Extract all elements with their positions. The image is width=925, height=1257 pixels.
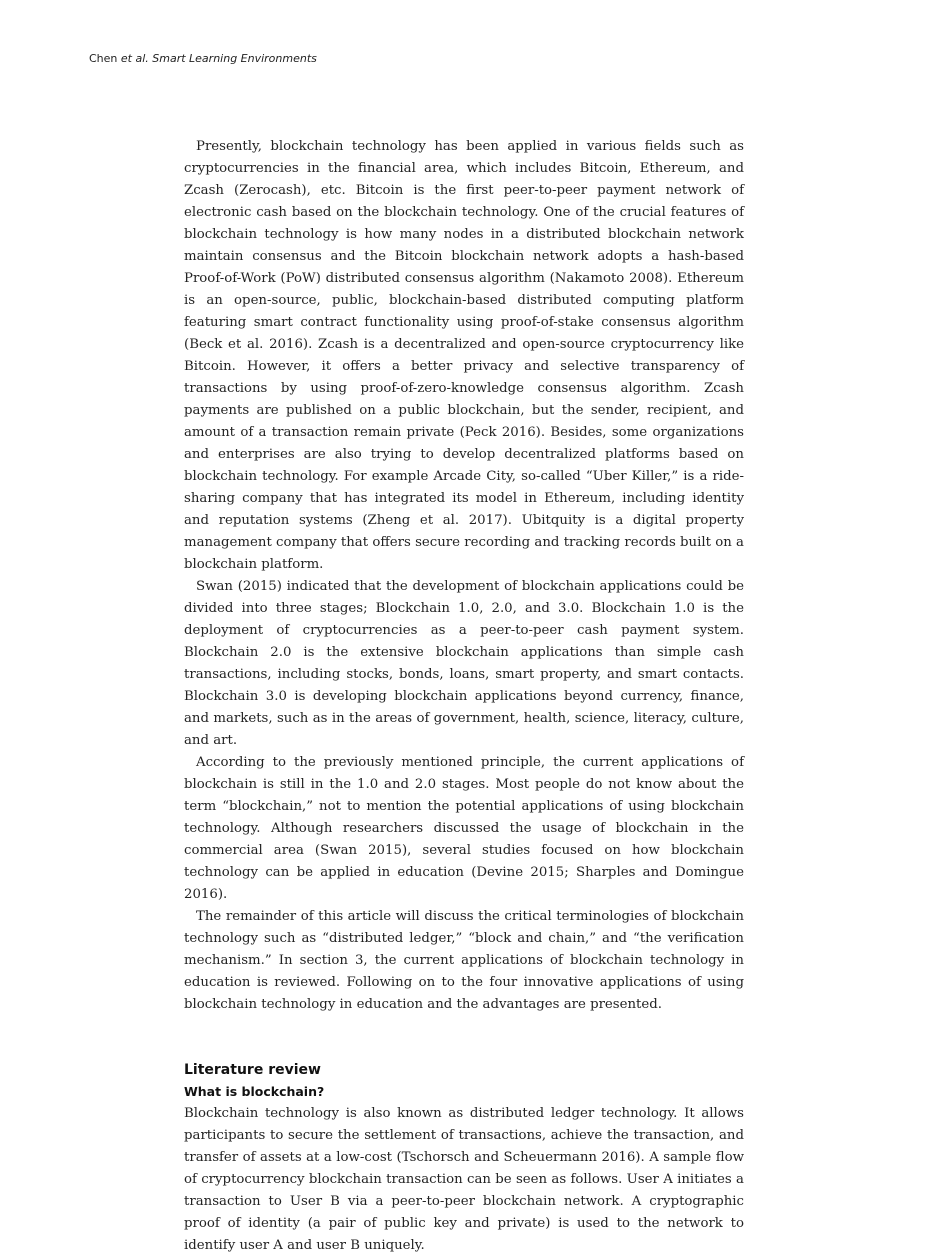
section-heading-literature-review: Literature review [184, 1062, 321, 1078]
running-head-etal: et al. [120, 52, 149, 65]
running-head-authors: Chen [89, 52, 121, 65]
running-head-journal: Smart Learning Environments [148, 52, 317, 65]
subsection-heading-what-is-blockchain: What is blockchain? [184, 1084, 325, 1099]
main-text-column [184, 136, 744, 1257]
running-head [89, 52, 317, 65]
section-spacer [184, 1016, 744, 1059]
paragraph-article-outline: The remainder of this article will discuss the critical terminologies of blockchain technology such as “distributed ledger,” “block and chain,” and “the verification mechanism.” In section 3, the current applications of blockchain technology in education is reviewed. Following on to the four innovative applications of using blockchain technology in education and the advantages are presented. [184, 909, 744, 1012]
paragraph-blockchain-stages: Swan (2015) indicated that the development of blockchain applications could be divided into three stages; Blockchain 1.0, 2.0, and 3.0. Blockchain 1.0 is the deployment of cryptocurrencies as a peer-to-peer cash payment system. Blockchain 2.0 is the extensive blockchain applications than simple cash transactions, including stocks, bonds, loans, smart property, and smart contacts. Blockchain 3.0 is developing blockchain applications beyond currency, finance, and markets, such as in the areas of government, health, science, literacy, culture, and art. [184, 579, 744, 748]
paragraph-current-applications: According to the previously mentioned principle, the current applications of blockchain is still in the 1.0 and 2.0 stages. Most people do not know about the term “blockchain,” not to mention the potential applications of using blockchain technology. Although researchers discussed the usage of blockchain in the commercial area (Swan 2015), several studies focused on how blockchain technology can be applied in education (Devine 2015; Sharples and Domingue 2016). [184, 755, 744, 902]
paragraph-what-is-blockchain: Blockchain technology is also known as distributed ledger technology. It allows participants to secure the settlement of transactions, achieve the transaction, and transfer of assets at a low-cost (Tschorsch and Scheuermann 2016). A sample flow of cryptocurrency blockchain transaction can be seen as follows. User A initiates a transaction to User B via a peer-to-peer blockchain network. A cryptographic proof of identity (a pair of public key and private) is used to the network to identify user A and user B uniquely. [184, 1106, 744, 1253]
paragraph-intro-blockchain-fields: Presently, blockchain technology has been applied in various fields such as cryptocurrencies in the financial area, which includes Bitcoin, Ethereum, and Zcash (Zerocash), etc. Bitcoin is the first peer-to-peer payment network of electronic cash based on the blockchain technology. One of the crucial features of blockchain technology is how many nodes in a distributed blockchain network maintain consensus and the Bitcoin blockchain network adopts a hash-based Proof-of-Work (PoW) distributed consensus algorithm (Nakamoto 2008). Ethereum is an open-source, public, blockchain-based distributed computing platform featuring smart contract functionality using proof-of-stake consensus algorithm (Beck et al. 2016). Zcash is a decentralized and open-source cryptocurrency like Bitcoin. However, it offers a better privacy and selective transparency of transactions by using proof-of-zero-knowledge consensus algorithm. Zcash payments are published on a public blockchain, but the sender, recipient, and amount of a transaction remain private (Peck 2016). Besides, some organizations and enterprises are also trying to develop decentralized platforms based on blockchain technology. For example Arcade City, so-called “Uber Killer,” is a ride-sharing company that has integrated its model in Ethereum, including identity and reputation systems (Zheng et al. 2017). Ubitquity is a digital property management company that offers secure recording and tracking records built on a blockchain platform. [184, 139, 744, 572]
